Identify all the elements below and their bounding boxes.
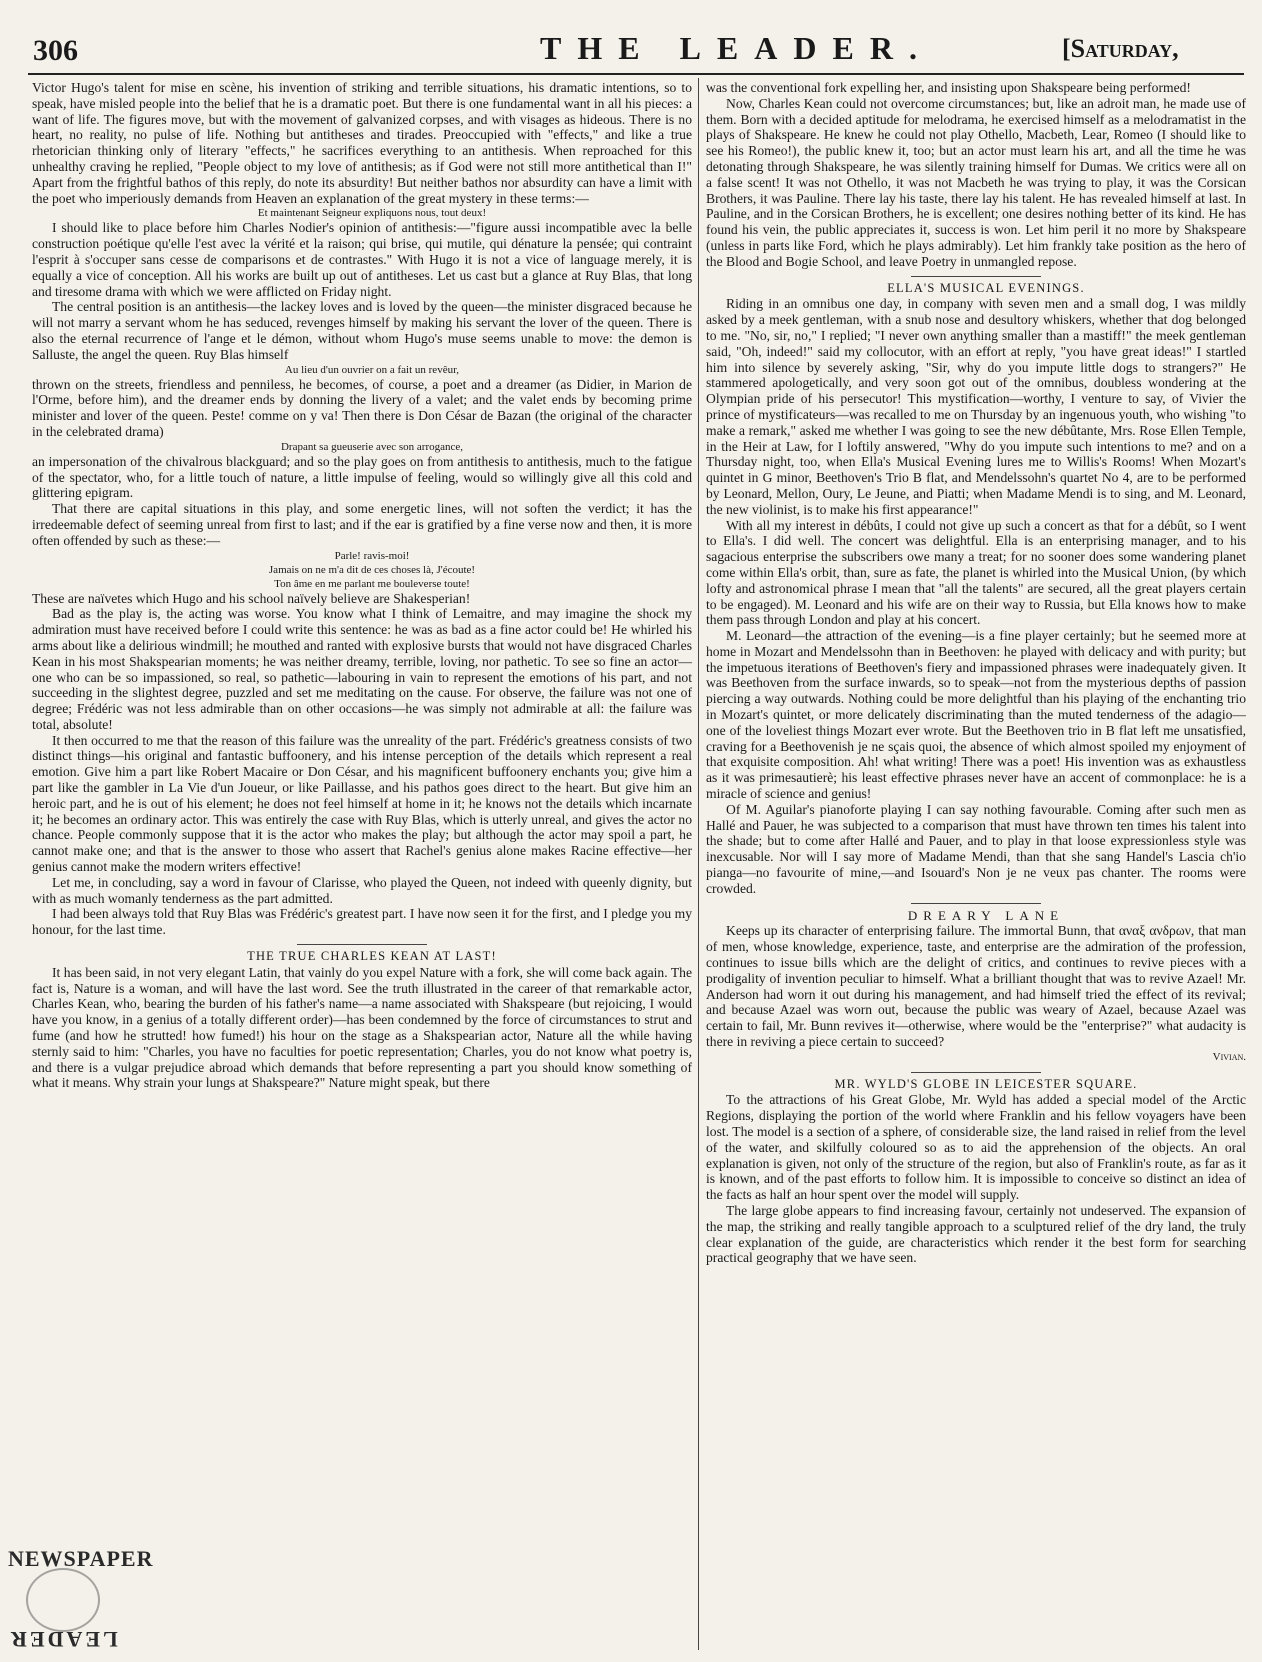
- paragraph: Of M. Aguilar's pianoforte playing I can say nothing favourable. Coming after such men as Hallé and Pauer, he was subjected to a comparison that must have thrown ten times his talent into the shade; but to come after Hallé and Pauer, and to play in that loose expressionless style was inexcusable. Nor will I say more of Madame Mendi, than that she sang Handel's Lascia ch'io pianga—no favourite of mine,—and Isouard's Non je ne veux pas chanter. The rooms were crowded.: [706, 801, 1246, 896]
- paragraph: It then occurred to me that the reason of this failure was the unreality of the part. Frédéric's greatness consists of two distinct things—his original and fantastic buffoonery, and his intense perception of the details which represent a real emotion. Give him a part like Robert Macaire or Don César, and his magnificent buffoonery enchants you; give him a part like the gambler in La Vie d'un Joueur, or like Paillasse, and his pathos goes direct to the heart. But give him an heroic part, and he is out of his element; he does not feel himself at home in it; he knows not the details which incarnate it; he becomes an ordinary actor. This was entirely the case with Ruy Blas, which is utterly unreal, and gives the actor no chance. People commonly suppose that it is the actor who makes the play; but although the actor may spoil a part, he cannot make one; and that is the answer to those who assert that Rachel's genius alone makes Racine effective—her genius cannot make the modern writers effective!: [32, 732, 692, 875]
- section-heading-ella: ELLA'S MUSICAL EVENINGS.: [887, 280, 1085, 295]
- section-rule: [297, 944, 427, 945]
- paragraph: Let me, in concluding, say a word in favour of Clarisse, who played the Queen, not indeed with queenly dignity, but with as much womanly tenderness as the part admitted.: [32, 874, 692, 906]
- verse-quote: Jamais on ne m'a dit de ces choses là, J'écoute!: [268, 563, 476, 576]
- header-rule: [28, 73, 1244, 75]
- paragraph: The central position is an antithesis—the lackey loves and is loved by the queen—the minister disgraced because he will not marry a servant whom he has seduced, revenges himself by making his servant the lover of the queen. There is also the eternal recurrence of l'ange et le démon, without whom Hugo's muse seems unable to move: the demon is Salluste, the angel the queen. Ruy Blas himself: [32, 299, 692, 362]
- paragraph: an impersonation of the chivalrous blackguard; and so the play goes on from antithesis to antithesis, much to the fatigue of the spectator, who, for a little touch of nature, a little impulse of feeling, would so willingly give all this cold and glittering epigram.: [32, 453, 692, 501]
- stamp-text-top: NEWSPAPER: [8, 1546, 154, 1571]
- paragraph: That there are capital situations in this play, and some energetic lines, will not soften the verdict; it has the irredeemable defect of seeming unreal from first to last; and if the ear is gratified by a fine verse now and then, it is more often offended by such as these:—: [32, 501, 692, 548]
- newspaper-title: THE LEADER.: [540, 30, 933, 66]
- column-divider: [698, 78, 699, 1650]
- stamp-seal-icon: [26, 1568, 100, 1632]
- paragraph: It has been said, in not very elegant Latin, that vainly do you expel Nature with a fork, she will come back again. The fact is, Nature is a woman, and will have the last word. See the truth illustrated in the career of that remarkable actor, Charles Kean, who, bearing the burden of his father's name—a name associated with Shakspeare (but rejoicing, I would have you know, in a genius of a totally different order)—has been condemned by the force of circumstances to strut and fume (and how he strutted! how fumed!) his hour on the stage as a Shakspearian actor, Nature all the while having sternly said to him: "Charles, you have no faculties for poetic representation; Charles, you do not know what poetry is, and there is a vulgar prejudice abroad which demands that before representing a part you should know something of what it means. Why strain your lungs at Shakspeare?" Nature might speak, but there: [32, 964, 692, 1091]
- section-heading-wyld: MR. WYLD'S GLOBE IN LEICESTER SQUARE.: [834, 1076, 1138, 1091]
- paragraph: I should like to place before him Charles Nodier's opinion of antithesis:—"figure aussi incompatible avec la belle construction poétique qu'elle l'est avec la vérité et la raison; qui brise, qui mutile, qui dénature la pensée; qui contraint l'esprit à s'occuper sans cesse de comparisons et de contrastes." With Hugo it is not a vice of language merely, it is equally a vice of conception. All his works are built up out of antitheses. Let us cast but a glance at Ruy Blas, that long and tiresome drama with which we were afflicted on Friday night.: [32, 220, 692, 299]
- paragraph: Bad as the play is, the acting was worse. You know what I think of Lemaitre, and may imagine the shock my admiration must have received before I could write this sentence: he was as bad as a fine actor could be! He whirled his arms about like a delirious windmill; he mouthed and ranted with explosive bursts that would not have disgraced Charles Kean in his most Shakspearian moments; he was neither dreamy, terrible, loving, nor pathetic. To see so fine an actor—one who can be so impassioned, so real, so pathetic—labouring in vain to represent the emotions of his part, and not succeeding in the slightest degree, puzzled and set me meditating on the cause. For observe, the failure was not one of degree; Frédéric was not less admirable than on other occasions—he was simply not admirable at all: the failure was total, absolute!: [32, 606, 692, 732]
- verse-quote: Drapant sa gueuserie avec son arrogance,: [280, 440, 464, 453]
- left-column: [32, 80, 692, 1091]
- author-signature: Vivian.: [1212, 1050, 1246, 1063]
- section-heading-drury: DREARY LANE: [907, 907, 1065, 923]
- paragraph: was the conventional fork expelling her, and insisting upon Shakspeare being performed!: [706, 80, 1191, 95]
- paragraph: These are naïvetes which Hugo and his school naïvely believe are Shakesperian!: [32, 590, 471, 606]
- page-number: 306: [33, 34, 78, 67]
- verse-quote: Au lieu d'un ouvrier on a fait un revêur,: [284, 363, 460, 376]
- paragraph: I had been always told that Ruy Blas was Frédéric's greatest part. I have now seen it for the first, and I pledge you my honour, for the last time.: [32, 906, 692, 938]
- paragraph: Keeps up its character of enterprising failure. The immortal Bunn, that αναξ ανδρων, that man of men, whose knowledge, experience, taste, and enterprise are the admiration of the profession, continues to issue bills which are the delight of critics, and continues to revive pieces with a prodigality of invention peculiar to himself. What a brilliant thought that was to revive Azael! Mr. Anderson had worn it out during his management, and had himself tried the effect of its revival; and because Azael was worn out, because the public was weary of Azael, because Azael was certain to fail, Mr. Bunn revives it—otherwise, where would be the "enterprise?" what audacity is there in reviving a piece certain to succeed?: [706, 923, 1246, 1050]
- paragraph: M. Leonard—the attraction of the evening—is a fine player certainly; but he seemed more at home in Mozart and Mendelssohn than in Beethoven: he played with delicacy and with purity; but the impetuous iterations of Beethoven's fiery and impassioned phrases were inadequately given. It was Beethoven from the surface inwards, so to speak—not from the mysterious depths of passion piercing a way outwards. Nothing could be more delightful than his playing of the enchanting trio in Mozart's quintet, or more delicately discriminating than the muted tenderness of the adagio—one of the loveliest things Mozart ever wrote. But the Beethoven trio in B flat left me unsatisfied, craving for a Beethovenish je ne sçais quoi, the absence of which almost spoiled my enjoyment of that exquisite composition. Ah! what writing! There was a poet! His invention was as exhaustless as it was primesautierè; his least effective phrases never have an accent of commonplace: he is a miracle of science and genius!: [706, 628, 1246, 802]
- paragraph: Now, Charles Kean could not overcome circumstances; but, like an adroit man, he made use of them. Born with a decided aptitude for melodrama, he exercised himself as a melodramatist in the plays of Shakspeare. He knew he could not play Othello, Macbeth, Lear, Romeo (I should like to see his Romeo!), the public knew it, too; but an actor must learn his art, and all the time he was detonating through Shakspeare, he was silently training himself for Dumas. We critics were all on a false scent! It was not Othello, it was not Macbeth he was trying to play, it was the Corsican Brothers, it was Pauline. There lay his taste, there lay his talent. He has revealed himself at last. In Pauline, and in the Corsican Brothers, he is excellent; one desires nothing better of its kind. He has found his vein, the public appreciates it, success is won. Let him peril it no more by Shakspeare (unless in parts like Ford, which he plays admirably). Let him frankly take position as the hero of the Blood and Bogie School, and leave Poetry in unmangled repose.: [706, 95, 1246, 269]
- verse-quote: Ton âme en me parlant me bouleverse toute!: [274, 577, 470, 590]
- paragraph: thrown on the streets, friendless and penniless, he becomes, of course, a poet and a dreamer (as Didier, in Marion de l'Orme, before him), and the dreamer ends by donning the livery of a valet; and the valet ends by becoming prime minister and lover of the queen. Peste! comme on y va! Then there is Don César de Bazan (the original of the character in the celebrated drama): [32, 376, 692, 439]
- paragraph: The large globe appears to find increasing favour, certainly not undeserved. The expansion of the map, the striking and really tangible approach to a sculptured relief of the dry land, the truly clear explanation of the guide, are characteristics which render it the best form for searching practical geography that we have seen.: [706, 1202, 1246, 1266]
- paragraph: Victor Hugo's talent for mise en scène, his invention of striking and terrible situations, his dramatic intentions, so to speak, have misled people into the belief that he is a dramatic poet. But there is one fundamental want in all his pieces: a want of life. The figures move, but with the movement of galvanized corpses, and with visages as hideous. There is no heart, no reality, no pulse of life. Nothing but antitheses and tirades. Preoccupied with "effects," and like a true rhetorician thinking only of literary "effects," he sacrifices everything to an antithesis. When reproached for this unhealthy craving he replied, "People object to my love of antithesis; as if God were not still more antithetical than I!" Apart from the frightful bathos of this reply, do note its absurdity! But neither bathos nor absurdity can have a limit with the poet who imperiously demands from Heaven an explanation of the great mystery in these terms:—: [32, 80, 692, 206]
- verse-quote: Parle! ravis-moi!: [334, 549, 410, 562]
- section-rule: [911, 1072, 1041, 1073]
- archive-stamp: [4, 1538, 204, 1658]
- paragraph: Riding in an omnibus one day, in company with seven men and a small dog, I was mildly asked by a meek gentleman, with a snub nose and desultory whiskers, whether that dog belonged to me. "No, sir, no," I replied; "I never own anything smaller than a mastiff!" the meek gentleman said, "Oh, indeed!" said my collocutor, with an effort at reply, "you have great ideas!" I startled him into silence by severely asking, "Sir, why do you impute little dogs to strangers?" He stammered apologetically, and very soon got out of the omnibus, doubless wondering at the Olympian pride of his persecutor! This mystification—worthy, I venture to say, of Vivier the prince of mystificateurs—was recalled to me on Thursday by an ingenuous youth, who wishing "to make a remark," asked me whether I was going to see the new débûtante, Mrs. Rose Ellen Temple, in the Heir at Law, for I loftily answered, "Why do you impute such intentions to me? and on a Thursday night, too, when Ella's Musical Evening lures me to Willis's Rooms! When Mozart's quintet in G minor, Beethoven's Trio B flat, and Mendelssohn's quartet No 4, are to be performed by Leonard, Mellon, Oury, Le Jeune, and Piatti; when Madame Mendi is to sing, and M. Leonard, the new violinist, is to make his first appearance!": [706, 296, 1246, 517]
- issue-day: [Saturday,: [1062, 34, 1179, 63]
- section-heading-kean: THE TRUE CHARLES KEAN AT LAST!: [247, 949, 497, 964]
- paragraph: With all my interest in débûts, I could not give up such a concert as that for a débût, so I went to Ella's. I did well. The concert was delightful. Ella is an enterprising manager, and to his sagacious enterprise the subscribers owe many a treat; for no sooner does some wandering planet come within Ella's orbit, than, sure as fate, the planet is whirled into the Musical Union, (by which lofty and astronomical phrase I mean that "all the talents" are secured, all the great players certain to be engaged). M. Leonard and his wife are on their way to Russia, but Ella knows how to make them pass through London and play at his concert.: [706, 517, 1246, 628]
- stamp-text-bottom: LEADER: [8, 1627, 118, 1652]
- paragraph: To the attractions of his Great Globe, Mr. Wyld has added a special model of the Arctic Regions, displaying the portion of the world where Franklin and his fellow voyagers have been lost. The model is a section of a sphere, of considerable size, the land raised in relief from the level of the water, and skilfully coloured so as to aid the apprehension of the objects. An oral explanation is given, not only of the structure of the region, but also of Franklin's route, as far as it is known, and of the past efforts to follow him. It is impossible to conceive so distinct an idea of the facts as half an hour spent over the model will supply.: [706, 1092, 1246, 1203]
- right-column: [706, 80, 1246, 1266]
- masthead: [0, 0, 1262, 70]
- section-rule: [911, 276, 1041, 277]
- section-rule: [911, 903, 1041, 904]
- verse-quote: Et maintenant Seigneur expliquons nous, tout deux!: [257, 207, 487, 220]
